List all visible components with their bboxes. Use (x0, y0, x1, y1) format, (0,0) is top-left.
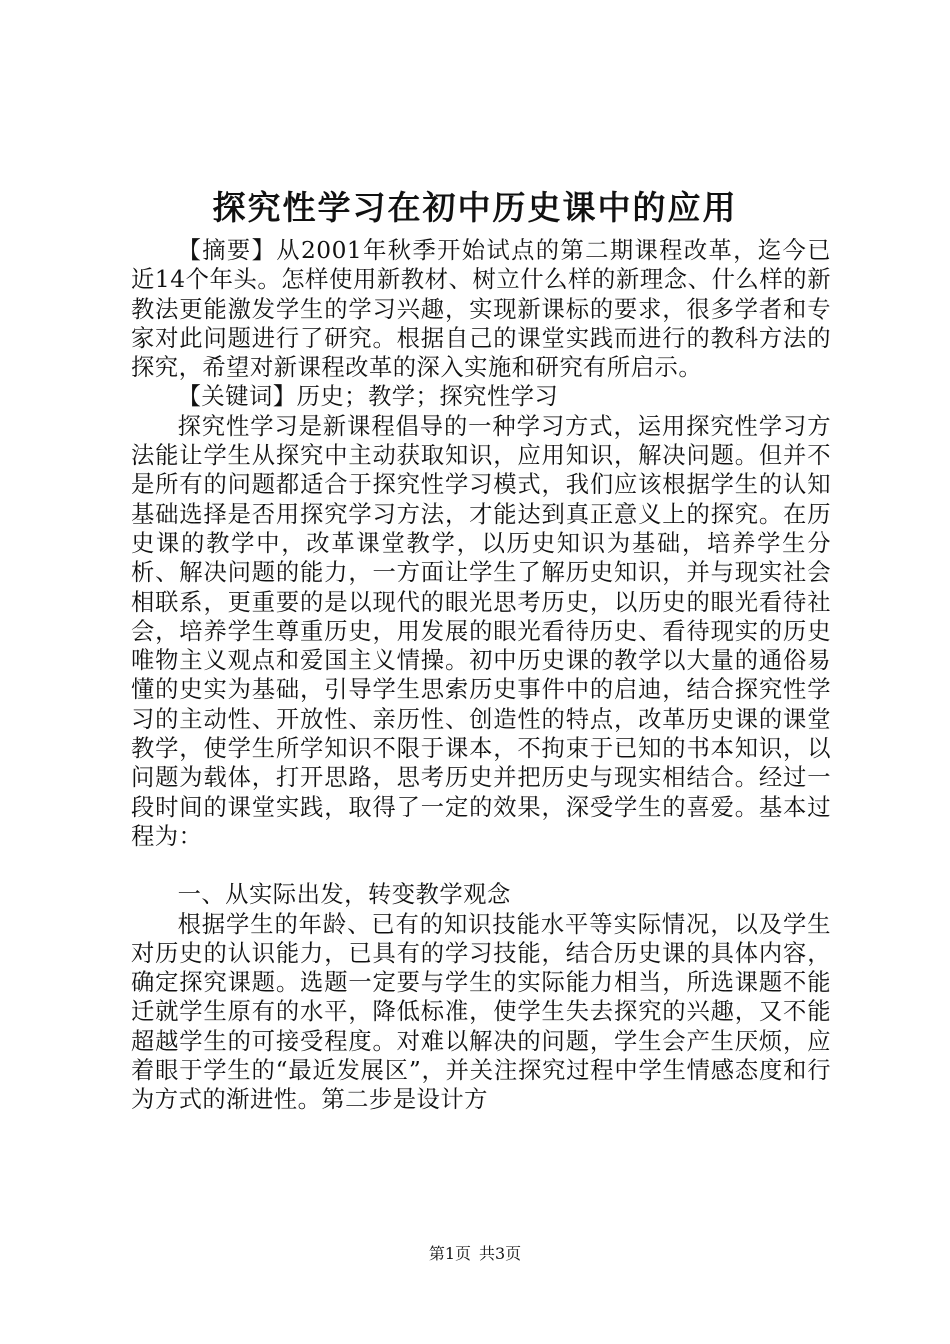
keywords-paragraph: 【关键词】历史；教学；探究性学习 (177, 383, 559, 411)
abstract-paragraph: 【摘要】从2001年秋季开始试点的第二期课程改革，迄今已近14个年头。怎样使用新教材、树立什么样的新理念、什么样的新教法更能激发学生的学习兴趣，实现新课标的要求，很多学者和专家对此问题进行了研究。根据自己的课堂实践而进行的教科方法的探究，希望对新课程改革的深入实施和研究有所启示。 (131, 237, 831, 382)
page-number: 第1页 (428, 1244, 471, 1263)
section-paragraph: 根据学生的年龄、已有的知识技能水平等实际情况，以及学生对历史的认识能力，已具有的学习技能，结合历史课的具体内容，确定探究课题。选题一定要与学生的实际能力相当，所选课题不能迁就学生原有的水平，降低标准，使学生失去探究的兴趣，又不能超越学生的可接受程度。对难以解决的问题，学生会产生厌烦，应着眼于学生的“最近发展区”，并关注探究过程中学生情感态度和行为方式的渐进性。第二步是设计方 (131, 910, 831, 1114)
page-footer (0, 1244, 950, 1264)
document-body (131, 236, 831, 1115)
document-title: 探究性学习在初中历史课中的应用 (212, 188, 738, 227)
page-total: 共3页 (479, 1244, 522, 1263)
section-heading: 一、从实际出发，转变教学观念 (177, 881, 511, 909)
intro-paragraph: 探究性学习是新课程倡导的一种学习方式，运用探究性学习方法能让学生从探究中主动获取知识，应用知识，解决问题。但并不是所有的问题都适合于探究性学习模式，我们应该根据学生的认知基础选择是否用探究学习方法，才能达到真正意义上的探究。在历史课的教学中，改革课堂教学，以历史知识为基础，培养学生分析、解决问题的能力，一方面让学生了解历史知识，并与现实社会相联系，更重要的是以现代的眼光思考历史，以历史的眼光看待社会，培养学生尊重历史，用发展的眼光看待历史、看待现实的历史唯物主义观点和爱国主义情操。初中历史课的教学以大量的通俗易懂的史实为基础，引导学生思索历史事件中的启迪，结合探究性学习的主动性、开放性、亲历性、创造性的特点，改革历史课的课堂教学，使学生所学知识不限于课本，不拘束于已知的书本知识，以问题为载体，打开思路，思考历史并把历史与现实相结合。经过一段时间的课堂实践，取得了一定的效果，深受学生的喜爱。基本过程为： (131, 412, 831, 850)
